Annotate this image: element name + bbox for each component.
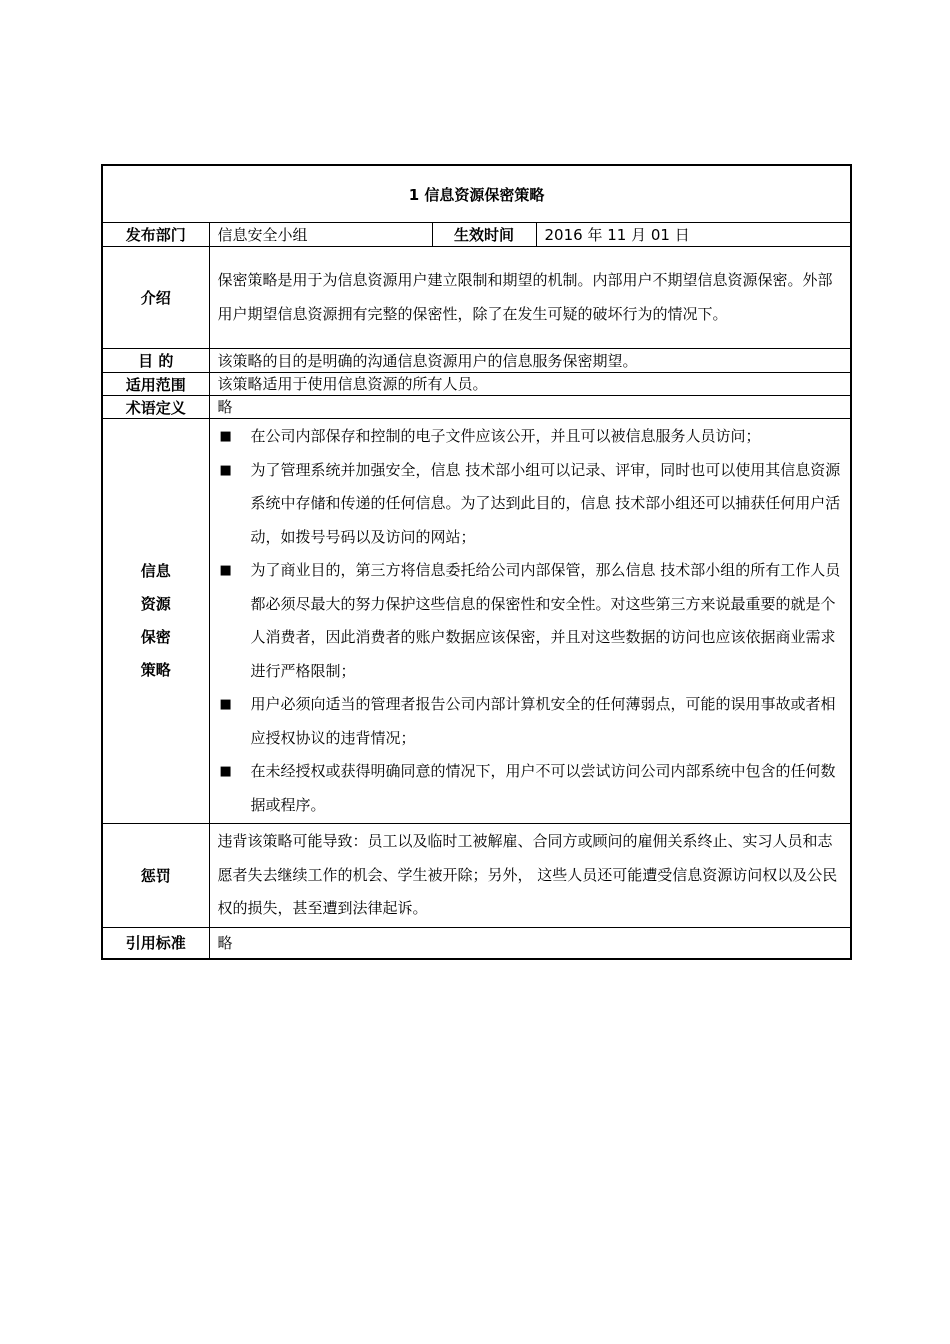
effective-time-label: 生效时间 (432, 223, 536, 247)
publish-row (102, 223, 851, 247)
square-bullet-icon: ■ (219, 429, 232, 444)
policy-item-text: 在公司内部保存和控制的电子文件应该公开，并且可以被信息服务人员访问； (250, 427, 761, 445)
policy-content (209, 419, 851, 824)
square-bullet-icon: ■ (219, 462, 232, 478)
penalty-label: 惩罚 (102, 824, 209, 928)
policy-label-line: 保密 (140, 628, 171, 646)
purpose-row (102, 349, 851, 373)
policy-bullet-list (218, 420, 843, 822)
reference-text: 略 (209, 927, 851, 959)
square-bullet-icon: ■ (219, 764, 232, 779)
publish-dept-label: 发布部门 (102, 223, 209, 247)
purpose-text: 该策略的目的是明确的沟通信息资源用户的信息服务保密期望。 (209, 349, 851, 373)
policy-row (102, 419, 851, 824)
list-item (218, 755, 843, 822)
policy-item-text: 用户必须向适当的管理者报告公司内部计算机安全的任何薄弱点，可能的误用事故或者相应授权协议的违背情况； (250, 695, 836, 747)
list-item (218, 554, 843, 688)
penalty-text: 违背该策略可能导致：员工以及临时工被解雇、合同方或顾问的雇佣关系终止、实习人员和志愿者失去继续工作的机会、学生被开除；另外， 这些人员还可能遭受信息资源访问权以及公民权的损失，甚至遭到法律起诉。 (209, 824, 851, 928)
document-title: 1 信息资源保密策略 (102, 165, 851, 223)
intro-text: 保密策略是用于为信息资源用户建立限制和期望的机制。内部用户不期望信息资源保密。外部用户期望信息资源拥有完整的保密性，除了在发生可疑的破坏行为的情况下。 (209, 247, 851, 349)
penalty-row (102, 824, 851, 928)
purpose-label: 目 的 (102, 349, 209, 373)
policy-item-text: 在未经授权或获得明确同意的情况下，用户不可以尝试访问公司内部系统中包含的任何数据或程序。 (250, 762, 836, 814)
list-item (218, 420, 843, 454)
terms-label: 术语定义 (102, 396, 209, 419)
title-row (102, 165, 851, 223)
policy-label-line: 信息 (140, 562, 171, 580)
list-item (218, 454, 843, 555)
reference-row (102, 927, 851, 959)
scope-text: 该策略适用于使用信息资源的所有人员。 (209, 373, 851, 396)
terms-text: 略 (209, 396, 851, 419)
square-bullet-icon: ■ (219, 697, 232, 712)
intro-label: 介绍 (102, 247, 209, 349)
intro-row (102, 247, 851, 349)
scope-label: 适用范围 (102, 373, 209, 396)
policy-label-line: 资源 (140, 595, 171, 613)
scope-row (102, 373, 851, 396)
policy-label-line: 策略 (140, 661, 171, 679)
policy-item-text: 为了管理系统并加强安全，信息 技术部小组可以记录、评审，同时也可以使用其信息资源系统中存储和传递的任何信息。为了达到此目的，信息 技术部小组还可以捕获任何用户活动，如拨号号码以及访问的网站； (250, 460, 841, 546)
policy-item-text: 为了商业目的，第三方将信息委托给公司内部保管，那么信息 技术部小组的所有工作人员都必须尽最大的努力保护这些信息的保密性和安全性。对这些第三方来说最重要的就是个人消费者，因此消费者的账户数据应该保密，并且对这些数据的访问也应该依据商业需求进行严格限制； (250, 561, 841, 680)
effective-time-value: 2016 年 11 月 01 日 (536, 223, 851, 247)
square-bullet-icon: ■ (219, 563, 232, 578)
reference-label: 引用标准 (102, 927, 209, 959)
policy-document-table (101, 164, 852, 960)
policy-label (102, 419, 209, 824)
list-item (218, 688, 843, 755)
publish-dept-value: 信息安全小组 (209, 223, 432, 247)
terms-row (102, 396, 851, 419)
